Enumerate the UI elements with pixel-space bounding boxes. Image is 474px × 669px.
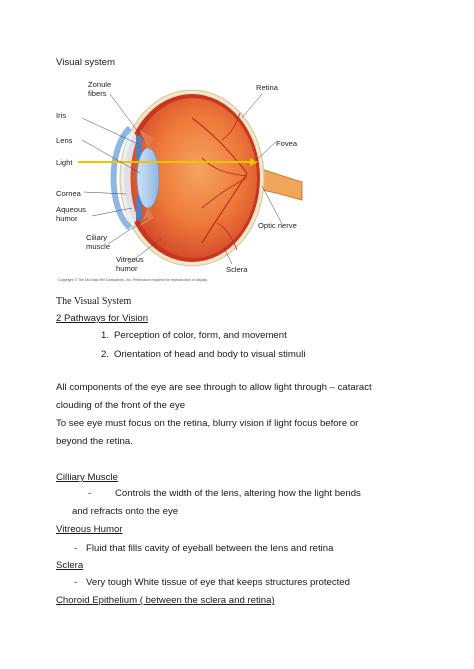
label-zonule: Zonule fibers — [88, 80, 112, 98]
pathway-item-1: Perception of color, form, and movement — [114, 330, 287, 341]
label-light: Light — [56, 158, 73, 167]
label-aqueous: Aqueous humor — [56, 205, 86, 223]
label-lens: Lens — [56, 136, 73, 145]
eye-anatomy-diagram — [52, 78, 312, 288]
vitreous-text: Fluid that fills cavity of eyeball between the lens and retina — [86, 543, 334, 554]
section-title: The Visual System — [56, 296, 132, 307]
pathway-item-2: Orientation of head and body to visual stimuli — [114, 349, 306, 360]
sclera-dash: - — [74, 577, 78, 588]
paragraph-1-line-2: clouding of the front of the eye — [56, 400, 186, 411]
sclera-heading: Sclera — [56, 560, 84, 571]
choroid-heading: Choroid Epithelium ( between the sclera and retina) — [56, 595, 275, 606]
pathway-number-1: 1. — [101, 330, 110, 341]
label-optic-nerve: Optic nerve — [258, 221, 297, 230]
ciliary-dash: - — [88, 488, 92, 499]
vitreous-dash: - — [74, 543, 78, 554]
paragraph-2-line-2: beyond the retina. — [56, 436, 133, 447]
sclera-text: Very tough White tissue of eye that keeps structures protected — [86, 577, 350, 588]
paragraph-2-line-1: To see eye must focus on the retina, blurry vision if light focus before or — [56, 418, 359, 429]
pathways-heading: 2 Pathways for Vision — [56, 313, 149, 324]
page-heading-visual-system: Visual system — [56, 57, 116, 68]
pathway-number-2: 2. — [101, 349, 110, 360]
ciliary-muscle-heading: Cilliary Muscle — [56, 472, 118, 483]
ciliary-text-line-1: Controls the width of the lens, altering how the light bends — [115, 488, 361, 499]
lens-shape — [137, 148, 159, 208]
paragraph-1-line-1: All components of the eye are see through to allow light through – cataract — [56, 382, 372, 393]
ciliary-text-line-2: and refracts onto the eye — [72, 506, 179, 517]
label-iris: Iris — [56, 111, 67, 120]
label-vitreous: Vitreous humor — [116, 255, 144, 273]
figure-caption: Copyright © The McGraw-Hill Companies, Inc. Permission required for reproduction or display. — [58, 278, 208, 282]
label-fovea: Fovea — [276, 139, 298, 148]
label-cornea: Cornea — [56, 189, 81, 198]
label-ciliary: Ciliary muscle — [86, 233, 111, 251]
vitreous-humor-heading: Vitreous Humor — [56, 524, 123, 535]
label-retina: Retina — [256, 83, 278, 92]
label-sclera: Sclera — [226, 265, 248, 274]
